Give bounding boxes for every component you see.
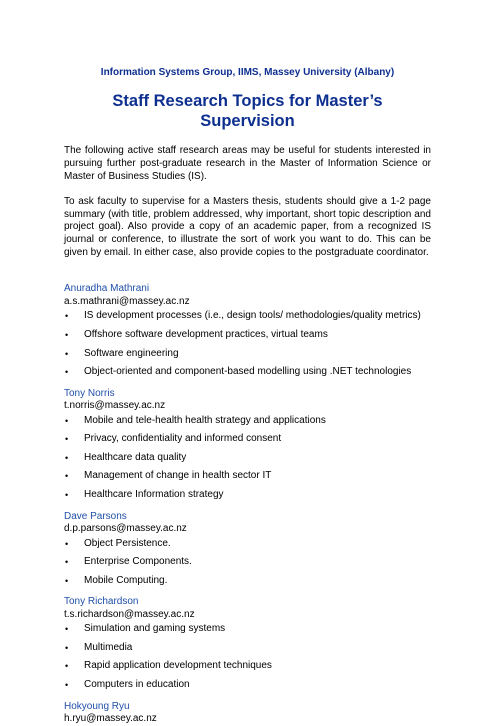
topic-item (64, 348, 431, 361)
bullet-icon: • (65, 661, 69, 672)
bullet-icon: • (65, 680, 69, 690)
staff-email: h.ryu@massey.ac.nz (64, 713, 157, 724)
topic-list (64, 310, 431, 378)
bullet-icon: • (65, 452, 69, 463)
topic-item (64, 538, 431, 551)
topic-text: Healthcare data quality (84, 451, 187, 463)
topic-item (64, 642, 431, 655)
bullet-icon: • (65, 575, 69, 586)
topic-text: Healthcare Information strategy (84, 489, 224, 501)
topic-item (64, 679, 431, 692)
staff-email: a.s.mathrani@massey.ac.nz (64, 295, 190, 307)
topic-text: Mobile Computing. (84, 574, 168, 586)
topic-list (64, 623, 431, 691)
bullet-icon: • (65, 538, 69, 549)
bullet-icon: • (65, 490, 69, 501)
bullet-icon: • (65, 415, 69, 426)
topic-text: Simulation and gaming systems (84, 623, 226, 635)
topic-item (64, 310, 431, 323)
intro-paragraph: The following active staff research areas may be useful for students interested in pursuing further post-graduate research in the Master of Information Science or Master of Business Studies (IS). (64, 145, 431, 182)
staff-name: Tony Norris (64, 387, 115, 399)
topic-list (64, 415, 431, 502)
topic-text: Software engineering (84, 347, 179, 359)
staff-entry (64, 596, 431, 691)
staff-entry (64, 511, 431, 588)
topic-item (64, 329, 431, 342)
section-spacer (64, 272, 431, 283)
topic-item (64, 556, 431, 569)
document-header: Information Systems Group, IIMS, Massey University (Albany) (100, 67, 395, 78)
bullet-icon: • (65, 311, 69, 322)
staff-name: Anuradha Mathrani (64, 283, 150, 295)
topic-text: Computers in education (84, 679, 190, 690)
topic-text: Multimedia (84, 641, 133, 653)
bullet-icon: • (65, 557, 69, 568)
topic-item (64, 470, 431, 483)
staff-email: d.p.parsons@massey.ac.nz (64, 523, 187, 535)
bullet-icon: • (65, 471, 69, 482)
staff-email: t.s.richardson@massey.ac.nz (64, 608, 195, 620)
topic-text: Privacy, confidentiality and informed consent (84, 433, 282, 445)
staff-entry (64, 388, 431, 502)
document-title: Staff Research Topics for Master’s Supervision (112, 92, 383, 130)
topic-list (64, 538, 431, 588)
topic-item (64, 415, 431, 428)
topic-item (64, 452, 431, 465)
staff-entry (64, 701, 431, 726)
instructions-paragraph: To ask faculty to supervise for a Masters thesis, students should give a 1-2 page summary (with title, problem addressed, why important, short topic description and project goal). Also provide a copy of an academic paper, from a recognized IS journal or conference, to illustrate the sort of work you want to do. This can be given by email. In either case, also provide copies to the postgraduate coordinator. (64, 195, 431, 259)
bullet-icon: • (65, 434, 69, 445)
staff-name: Dave Parsons (64, 510, 127, 522)
bullet-icon: • (65, 624, 69, 635)
topic-item (64, 489, 431, 502)
topic-text: Object-oriented and component-based modelling using .NET technologies (84, 366, 412, 378)
topic-item (64, 366, 431, 379)
topic-text: Object Persistence. (84, 537, 171, 549)
topic-text: Offshore software development practices, virtual teams (84, 328, 328, 340)
staff-entry (64, 283, 431, 378)
staff-email: t.norris@massey.ac.nz (64, 400, 166, 412)
topic-text: IS development processes (i.e., design tools/ methodologies/quality metrics) (84, 310, 421, 322)
topic-item (64, 623, 431, 636)
bullet-icon: • (65, 642, 69, 653)
bullet-icon: • (65, 348, 69, 359)
staff-name: Hokyoung Ryu (64, 700, 130, 712)
topic-text: Management of change in health sector IT (84, 470, 272, 482)
topic-text: Enterprise Components. (84, 556, 192, 568)
topic-item (64, 433, 431, 446)
staff-name: Tony Richardson (64, 596, 139, 608)
topic-text: Mobile and tele-health health strategy and applications (84, 414, 326, 426)
topic-item (64, 660, 431, 673)
topic-text: Rapid application development techniques (84, 660, 272, 672)
topic-item (64, 575, 431, 588)
bullet-icon: • (65, 329, 69, 340)
bullet-icon: • (65, 367, 69, 378)
